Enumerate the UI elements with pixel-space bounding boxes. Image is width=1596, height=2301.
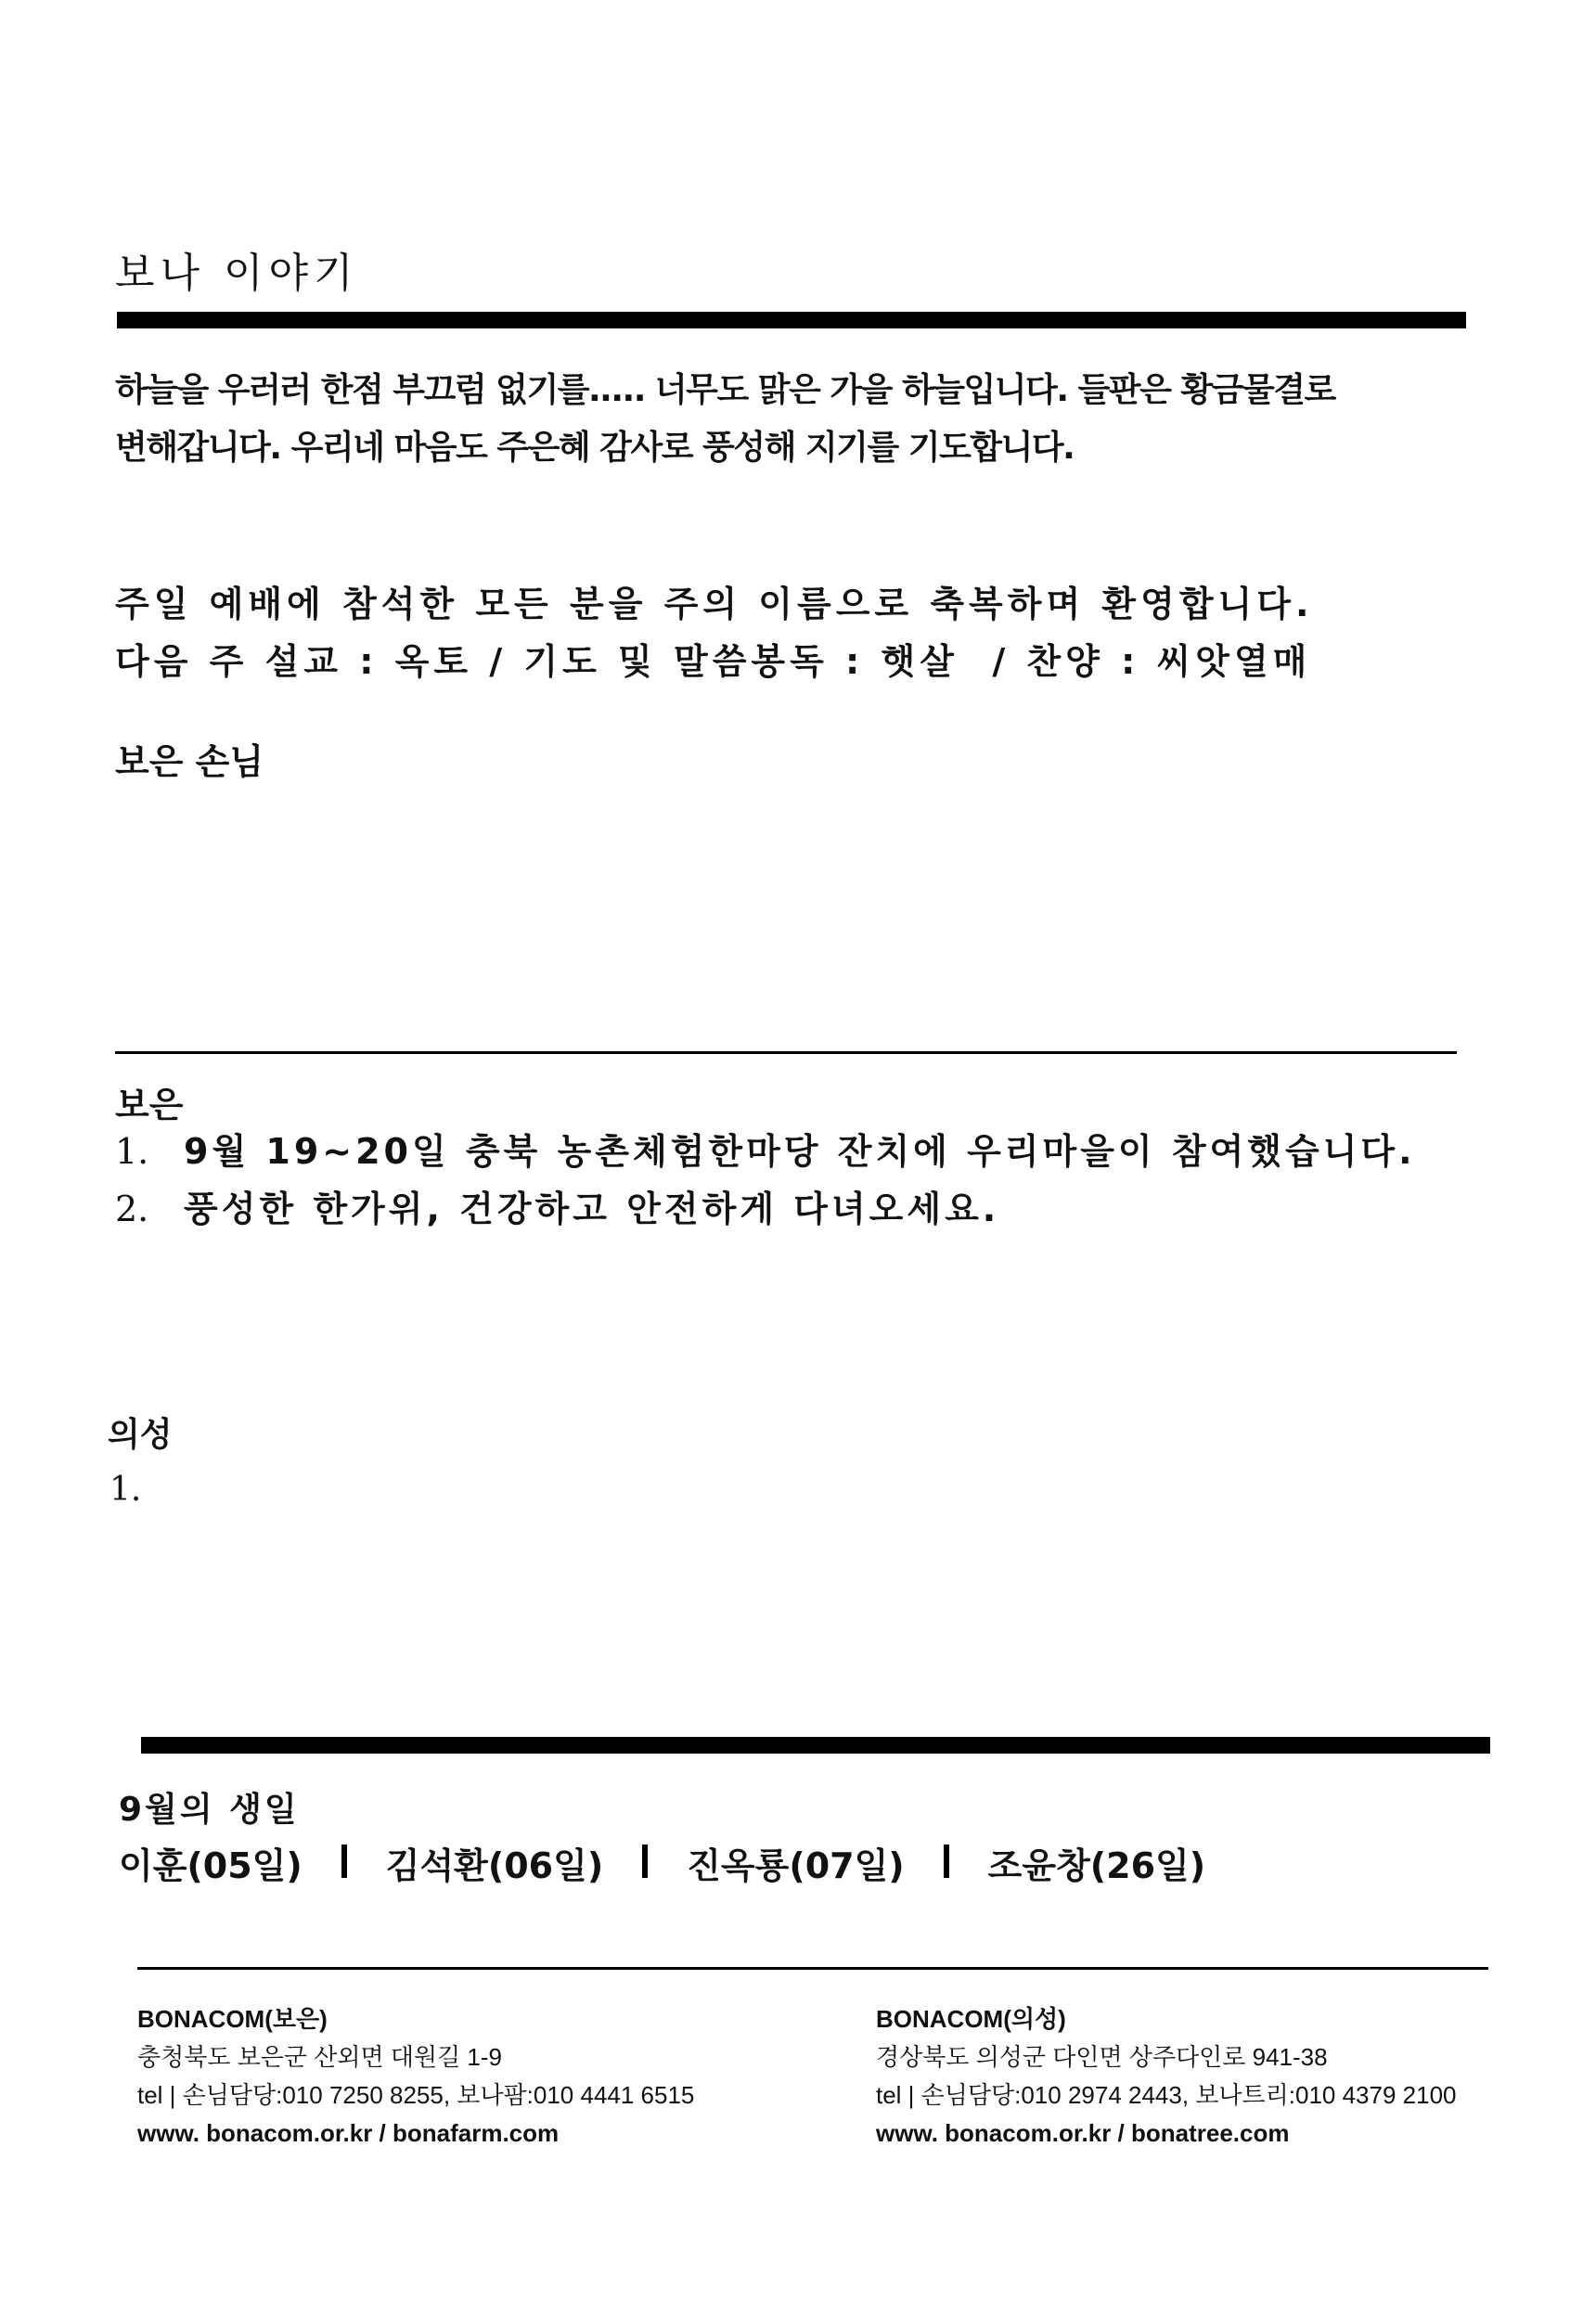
welcome-line: 주일 예배에 참석한 모든 분을 주의 이름으로 축복하며 환영합니다.	[115, 584, 1314, 624]
list-text: 풍성한 한가위, 건강하고 안전하게 다녀오세요.	[184, 1189, 1000, 1229]
schedule-line: 다음 주 설교 : 옥토 / 기도 및 말씀봉독 : 햇살 / 찬양 : 씨앗열매	[115, 641, 1312, 682]
footer-divider	[137, 1967, 1488, 1970]
intro-line: 변해갑니다. 우리네 마음도 주은혜 감사로 풍성해 지기를 기도합니다.	[115, 429, 1075, 467]
uiseong-heading: 의성	[108, 1416, 173, 1454]
list-item	[115, 1123, 1416, 1180]
birthday-person: 김석환(06일)	[385, 1845, 604, 1886]
uiseong-news-list	[109, 1471, 141, 1509]
intro-text	[115, 362, 1414, 477]
footer-uiseong	[876, 2000, 1457, 2153]
list-number: 1.	[109, 1471, 142, 1509]
page-title: 보나 이야기	[115, 250, 359, 297]
phone: tel | 손님담당:010 7250 8255, 보나팜:010 4441 6515	[137, 2081, 695, 2109]
footer-boeun	[137, 2000, 694, 2153]
birthday-person: 이훈(05일)	[119, 1845, 302, 1886]
org-name: BONACOM(보은)	[137, 2005, 328, 2033]
separator	[944, 1845, 949, 1878]
separator	[341, 1845, 347, 1878]
intro-line: 하늘을 우러러 한점 부끄럼 없기를..... 너무도 맑은 가을 하늘입니다. 들판은 황금물결로	[115, 371, 1335, 409]
birthday-person: 진옥룡(07일)	[687, 1845, 905, 1886]
website: www. bonacom.or.kr / bonatree.com	[876, 2119, 1290, 2147]
section-divider-bar	[117, 312, 1466, 328]
address: 충청북도 보은군 산외면 대원길 1-9	[137, 2043, 502, 2071]
birthday-person: 조윤창(26일)	[987, 1845, 1206, 1886]
welcome-text	[115, 575, 1313, 690]
website: www. bonacom.or.kr / bonafarm.com	[137, 2119, 560, 2147]
divider-line	[115, 1051, 1457, 1054]
visitors-heading: 보은 손님	[115, 741, 264, 782]
phone: tel | 손님담당:010 2974 2443, 보나트리:010 4379 2100	[876, 2081, 1457, 2109]
org-name: BONACOM(의성)	[876, 2005, 1066, 2033]
list-item	[115, 1180, 1416, 1238]
list-number: 1.	[115, 1131, 149, 1172]
birthday-list	[119, 1837, 1205, 1888]
boeun-news-list	[115, 1123, 1416, 1238]
address: 경상북도 의성군 다인면 상주다인로 941-38	[876, 2043, 1328, 2071]
section-divider-bar	[141, 1737, 1490, 1754]
birthday-heading: 9월의 생일	[119, 1791, 300, 1829]
list-text: 9월 19~20일 충북 농촌체험한마당 잔치에 우리마을이 참여했습니다.	[184, 1131, 1416, 1172]
boeun-heading: 보은	[115, 1085, 184, 1125]
list-number: 2.	[115, 1189, 149, 1229]
separator	[642, 1845, 648, 1878]
